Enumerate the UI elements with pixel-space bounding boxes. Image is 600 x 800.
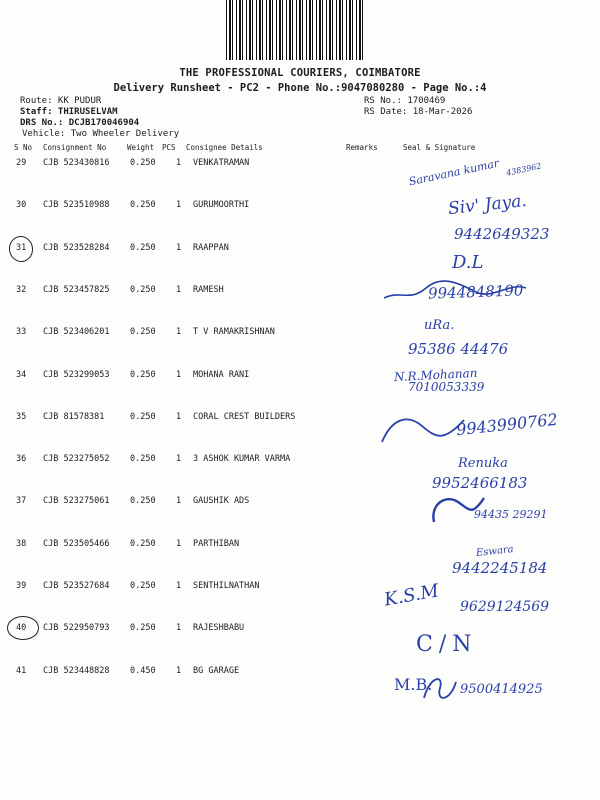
row-consignment-no: CJB 523430816	[43, 158, 110, 168]
row-weight: 0.250	[130, 581, 156, 591]
row-sno: 41	[16, 665, 27, 676]
row-consignee: T V RAMAKRISHNAN	[193, 327, 275, 338]
handwriting-1: Saravana kumar	[407, 156, 501, 189]
drs-no: DRS No.: DCJB170046904	[20, 118, 140, 128]
row-consignee: RAMESH	[193, 284, 224, 295]
row-consignment-no: CJB 523406201	[43, 327, 110, 338]
handwriting-4: D.L	[452, 252, 484, 273]
row-consignment-no: CJB 523448828	[43, 665, 110, 676]
col-consignment: Consignment No	[43, 143, 107, 152]
table-row	[0, 327, 600, 341]
row-pcs: 1	[176, 200, 182, 211]
col-remarks: Remarks	[346, 143, 378, 152]
handwriting-17: 9629124569	[460, 599, 550, 615]
staff: Staff: THIRUSELVAM	[20, 107, 118, 117]
signature-scribble-35	[378, 412, 468, 448]
handwriting-1b: 4383962	[505, 161, 543, 178]
row-consignee: 3 ASHOK KUMAR VARMA	[193, 454, 291, 465]
runsheet-title: Delivery Runsheet - PC2 - Phone No.:9047080280 - Page No.:4	[113, 82, 487, 94]
row-pcs: 1	[176, 369, 182, 380]
vehicle: Vehicle: Two Wheeler Delivery	[22, 129, 180, 139]
row-weight: 0.250	[130, 538, 156, 549]
row-weight: 0.250	[130, 327, 156, 338]
row-sno: 36	[16, 454, 27, 465]
row-pcs: 1	[176, 284, 182, 295]
row-sno: 29	[16, 158, 27, 168]
rs-date: RS Date: 18-Mar-2026	[364, 107, 473, 117]
handwriting-10: 9943990762	[455, 409, 559, 440]
row-weight: 0.250	[130, 200, 156, 211]
handwriting-12: 9952466183	[432, 474, 528, 492]
row-weight: 0.250	[130, 284, 156, 295]
col-sno: S No	[14, 143, 33, 152]
row-consignee: PARTHIBAN	[193, 538, 240, 549]
handwriting-2: Siv' Jaya.	[447, 190, 528, 220]
handwriting-15: 9442245184	[452, 559, 548, 577]
handwriting-13: 94435 29291	[474, 508, 548, 521]
row-consignment-no: CJB 523299053	[43, 369, 110, 380]
row-consignment-no: CJB 523528284	[43, 242, 110, 253]
handwriting-9: 7010053339	[408, 380, 485, 394]
handwriting-11: Renuka	[458, 456, 508, 471]
row-sno: 33	[16, 327, 27, 338]
row-consignment-no: CJB 522950793	[43, 623, 110, 634]
rs-no: RS No.: 1700469	[364, 96, 446, 106]
row-sno: 37	[16, 496, 27, 507]
signature-scribble-41	[420, 672, 460, 704]
row-consignment-no: CJB 523510988	[43, 200, 110, 211]
table-row	[0, 666, 600, 680]
row-weight: 0.250	[130, 454, 156, 465]
route: Route: KK PUDUR	[20, 96, 102, 106]
row-pcs: 1	[176, 327, 182, 338]
col-weight: Weight	[127, 143, 155, 152]
row-consignment-no: CJB 523457825	[43, 284, 110, 295]
col-pcs: PCS	[162, 143, 176, 152]
row-pcs: 1	[176, 665, 182, 676]
handwriting-20: 9500414925	[460, 682, 543, 697]
row-consignment-no: CJB 81578381	[43, 411, 105, 422]
row-weight: 0.250	[130, 242, 156, 253]
row-weight: 0.250	[130, 623, 156, 634]
col-consignee: Consignee Details	[186, 143, 263, 152]
company-name: THE PROFESSIONAL COURIERS, COIMBATORE	[179, 67, 421, 79]
row-sno: 35	[16, 411, 27, 422]
row-consignee: RAAPPAN	[193, 242, 229, 253]
row-sno: 30	[16, 200, 27, 211]
row-pcs: 1	[176, 496, 182, 507]
row-sno: 40	[16, 623, 27, 634]
row-sno: 39	[16, 581, 27, 591]
row-consignee: BG GARAGE	[193, 665, 240, 676]
table-row	[0, 243, 600, 257]
handwriting-7: 95386 44476	[408, 340, 509, 358]
col-seal-signature: Seal & Signature	[403, 143, 476, 152]
row-sno: 34	[16, 369, 27, 380]
row-sno: 32	[16, 284, 27, 295]
handwriting-3: 9442649323	[454, 225, 550, 243]
handwriting-5: 9944848190	[427, 281, 524, 303]
row-consignment-no: CJB 523275052	[43, 454, 110, 465]
handwriting-16: K.S.M	[382, 580, 441, 611]
table-row	[0, 370, 600, 384]
row-consignment-no: CJB 523527684	[43, 581, 110, 591]
row-pcs: 1	[176, 158, 182, 168]
handwriting-19: M.B.	[394, 675, 433, 694]
row-weight: 0.250	[130, 158, 156, 168]
row-pcs: 1	[176, 454, 182, 465]
row-weight: 0.250	[130, 411, 156, 422]
row-consignee: GURUMOORTHI	[193, 200, 250, 211]
handwriting-18: C/N	[416, 632, 478, 657]
row-consignment-no: CJB 523275061	[43, 496, 110, 507]
pen-circle-40	[7, 616, 39, 640]
row-pcs: 1	[176, 538, 182, 549]
row-consignee: MOHANA RANI	[193, 369, 250, 380]
row-pcs: 1	[176, 581, 182, 591]
signature-scribble-32	[380, 276, 530, 306]
row-pcs: 1	[176, 623, 182, 634]
handwriting-8: N.R.Mohanan	[393, 365, 478, 385]
barcode	[226, 0, 366, 60]
handwriting-6: uRa.	[424, 318, 455, 333]
row-consignee: VENKATRAMAN	[193, 158, 250, 168]
row-consignee: SENTHILNATHAN	[193, 581, 260, 591]
row-consignee: CORAL CREST BUILDERS	[193, 411, 296, 422]
table-row	[0, 623, 600, 637]
row-sno: 38	[16, 538, 27, 549]
table-row	[0, 581, 600, 595]
row-pcs: 1	[176, 242, 182, 253]
row-consignee: RAJESHBABU	[193, 623, 245, 634]
row-weight: 0.450	[130, 665, 156, 676]
row-weight: 0.250	[130, 496, 156, 507]
signature-scribble-37	[428, 492, 488, 526]
pen-circle-31	[7, 234, 34, 263]
row-pcs: 1	[176, 411, 182, 422]
table-row	[0, 454, 600, 468]
row-consignment-no: CJB 523505466	[43, 538, 110, 549]
handwriting-14: Eswara	[475, 544, 515, 559]
row-consignee: GAUSHIK ADS	[193, 496, 250, 507]
row-weight: 0.250	[130, 369, 156, 380]
row-sno: 31	[16, 242, 27, 253]
